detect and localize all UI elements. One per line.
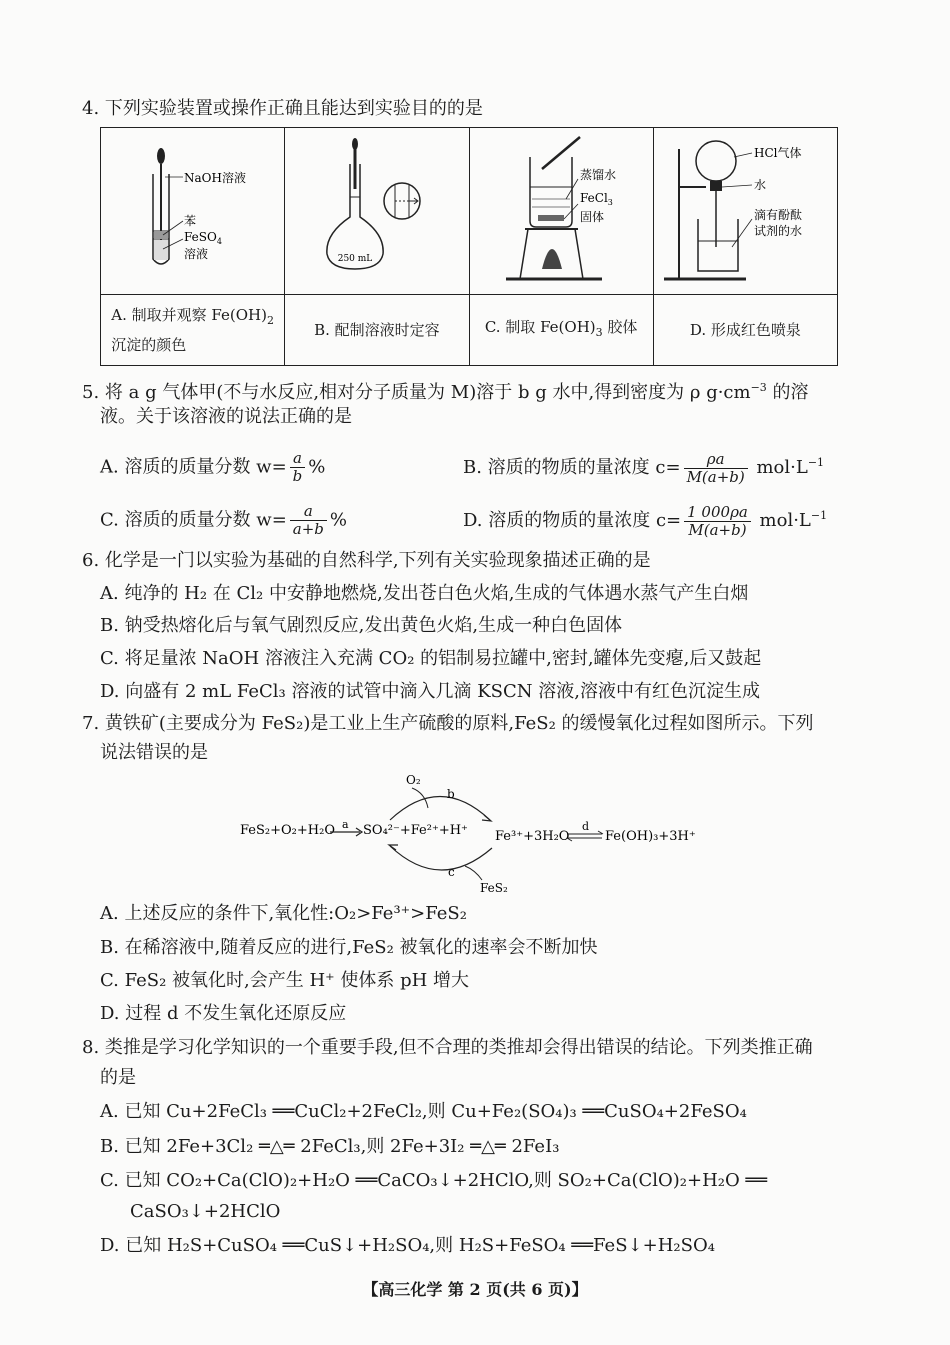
q7-option-a: A. 上述反应的条件下,氧化性:O₂>Fe³⁺>FeS₂: [100, 903, 467, 924]
label-feso4-sub: 4: [216, 237, 222, 246]
label-reagent-water: 试剂的水: [753, 224, 802, 238]
q6-option-d: D. 向盛有 2 mL FeCl₃ 溶液的试管中滴入几滴 KSCN 溶液,溶液中有红色沉淀生成: [100, 681, 760, 702]
q7-option-b: B. 在稀溶液中,随着反应的进行,FeS₂ 被氧化的速率会不断加快: [100, 937, 598, 958]
label-solution: 溶液: [184, 247, 209, 261]
q5-option-d: D. 溶质的物质的量浓度 c= $\frac{1 000\rho a}{M(a+b)}$ $mol\cdot L^{-1}$: [463, 502, 828, 539]
q5-option-a: A. 溶质的质量分数 w= $\frac{a}{b}$ %: [100, 449, 326, 485]
page-footer: 【高三化学 第 2 页(共 6 页)】: [362, 1280, 588, 1299]
q6-option-c: C. 将足量浓 NaOH 溶液注入充满 CO₂ 的铝制易拉罐中,密封,罐体先变瘪,后又鼓起: [100, 648, 762, 669]
q6-option-b: B. 钠受热熔化后与氧气剧烈反应,发出黄色火焰,生成一种白色固体: [100, 615, 623, 636]
flask-mark: 250 mL: [337, 254, 373, 264]
beaker-heating: [470, 129, 662, 289]
diagram-product: Fe(OH)₃+3H⁺: [605, 829, 696, 844]
q8-option-b: B. 已知 2Fe+3Cl₂ ═△═ 2FeCl₃,则 2Fe+3I₂ ═△═ 2FeI₃: [100, 1136, 560, 1157]
label-fecl3-sub: 3: [607, 198, 613, 207]
q4-caption-b: B. 配制溶液时定容: [285, 295, 469, 366]
test-tube-apparatus: [101, 129, 293, 289]
q6-stem: 6. 化学是一门以实验为基础的自然科学,下列有关实验现象描述正确的是: [82, 550, 651, 571]
q5-option-c: C. 溶质的质量分数 w= $\frac{a}{a+b}$ %: [100, 502, 348, 538]
svg-text:FeCl3: [580, 191, 613, 207]
diagram-label-b: b: [447, 787, 455, 801]
q8-stem-line1: 8. 类推是学习化学知识的一个重要手段,但不合理的类推却会得出错误的结论。下列类推正确: [82, 1037, 813, 1058]
q8-option-a: A. 已知 Cu+2FeCl₃ ══CuCl₂+2FeCl₂,则 Cu+Fe₂(SO₄)₃ ══CuSO₄+2FeSO₄: [100, 1101, 747, 1122]
fountain-apparatus: [654, 129, 846, 289]
svg-text:FeSO4: [184, 230, 222, 246]
label-solid: 固体: [579, 210, 604, 224]
q4-cell-b-figure: [285, 128, 469, 295]
diagram-o2: O₂: [406, 773, 421, 787]
label-hcl-gas: HCl气体: [753, 146, 802, 160]
q4-cell-d-figure: [653, 128, 837, 295]
oxidation-cycle-diagram: [230, 768, 710, 898]
q4-caption-d: D. 形成红色喷泉: [653, 295, 837, 366]
q4-apparatus-table: [100, 127, 838, 366]
diagram-label-d: d: [582, 820, 590, 833]
volumetric-flask: [285, 129, 477, 289]
diagram-fes2: FeS₂: [480, 881, 508, 895]
label-water: 水: [753, 178, 766, 192]
q8-stem-line2: 的是: [100, 1067, 136, 1088]
diagram-reactants: FeS₂+O₂+H₂O: [240, 823, 335, 838]
q8-option-c-line1: C. 已知 CO₂+Ca(ClO)₂+H₂O ══CaCO₃↓+2HClO,则 SO₂+Ca(ClO)₂+H₂O ══: [100, 1170, 768, 1191]
q7-option-c: C. FeS₂ 被氧化时,会产生 H⁺ 使体系 pH 增大: [100, 970, 470, 991]
label-fecl3: FeCl: [579, 191, 608, 205]
q4-caption-c: C. 制取 $Fe(OH)_3$ 胶体: [469, 295, 653, 366]
q7-option-d: D. 过程 d 不发生氧化还原反应: [100, 1003, 347, 1024]
label-benzene: 苯: [184, 214, 197, 228]
diagram-intermediate: SO₄²⁻+Fe²⁺+H⁺: [363, 823, 468, 838]
q7-stem-line1: 7. 黄铁矿(主要成分为 FeS₂)是工业上生产硫酸的原料,FeS₂ 的缓慢氧化过程如图所示。下列: [82, 713, 814, 734]
q8-option-d: D. 已知 H₂S+CuSO₄ ══CuS↓+H₂SO₄,则 H₂S+FeSO₄ ══FeS↓+H₂SO₄: [100, 1235, 715, 1256]
q5-stem-line2: 液。关于该溶液的说法正确的是: [100, 406, 352, 427]
q4-stem: 4. 下列实验装置或操作正确且能达到实验目的的是: [82, 98, 483, 119]
q4-cell-a-figure: [101, 128, 285, 295]
q5-option-b: B. 溶质的物质的量浓度 c= $\frac{\rho a}{M(a+b)}$ $mol\cdot L^{-1}$: [463, 449, 825, 486]
q4-cell-c-figure: [469, 128, 653, 295]
q6-option-a: A. 纯净的 H₂ 在 Cl₂ 中安静地燃烧,发出苍白色火焰,生成的气体遇水蒸气产生白烟: [100, 583, 749, 604]
q7-stem-line2: 说法错误的是: [100, 742, 208, 763]
q8-option-c-line2: CaSO₃↓+2HClO: [130, 1201, 281, 1222]
label-naoh: NaOH溶液: [184, 171, 246, 185]
diagram-label-c: c: [448, 865, 455, 879]
diagram-label-a: a: [342, 818, 349, 831]
q5-stem-line1: 5. 将 a g 气体甲(不与水反应,相对分子质量为 M)溶于 b g 水中,得到密度为 ρ $g\cdot cm^{-3}$ 的溶: [82, 381, 809, 403]
label-feso4: FeSO: [184, 230, 217, 244]
q4-caption-a: A. 制取并观察 $Fe(OH)_2$ 沉淀的颜色: [101, 295, 285, 366]
label-phenolphthalein: 滴有酚酞: [753, 208, 802, 222]
label-distilled-water: 蒸馏水: [579, 168, 616, 182]
diagram-fe3: Fe³⁺+3H₂O: [495, 829, 570, 844]
